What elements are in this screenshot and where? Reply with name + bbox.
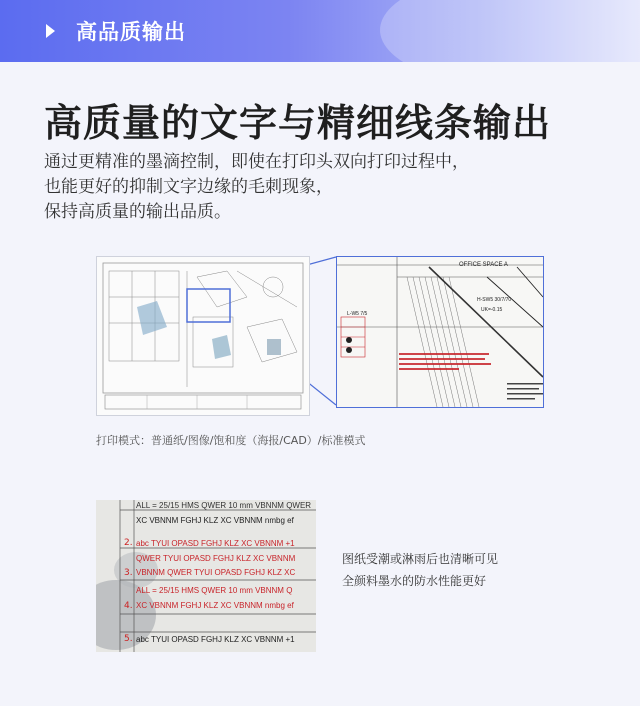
row-number: 3. [124,568,133,578]
zoom-room-label: OFFICE SPACE A [459,262,508,268]
waterproof-caption-line: 全颜料墨水的防水性能更好 [342,574,487,588]
print-text-row: abc TYUI OPASD FGHJ KLZ XC VBNNM +1 [136,635,295,644]
section-banner [0,0,640,62]
print-mode-caption: 打印模式：普通纸/图像/饱和度（海报/CAD）/标准模式 [96,434,366,447]
print-text-row: abc TYUI OPASD FGHJ KLZ XC VBNNM +1 [136,539,295,548]
chevron-right-icon [46,24,55,38]
zoom-tag: H-SW5 30/7/70 [477,297,512,303]
waterproof-caption-line: 图纸受潮或淋雨后也清晰可见 [342,552,499,566]
zoom-detail-image [337,257,543,407]
row-number: 4. [124,601,133,611]
print-text-row: QWER TYUI OPASD FGHJ KLZ XC VBNNM [136,554,296,563]
waterproof-caption [342,548,498,592]
banner-decoration [380,0,640,62]
description-line: 保持高质量的输出品质。 [44,202,231,222]
cad-zoom-detail [336,256,544,408]
description [44,150,469,225]
zoom-tag: L-W5 7/5 [347,311,368,317]
print-text-row: XC VBNNM FGHJ KLZ XC VBNNM nmbg ef [136,601,294,610]
description-line: 通过更精准的墨滴控制，即使在打印头双向打印过程中， [44,152,469,172]
row-number: 5. [124,634,133,644]
zoom-tag: UK=-0.15 [481,307,503,313]
print-text-row: ALL = 25/15 HMS QWER 10 mm VBNNM Q [136,586,293,595]
description-line: 也能更好的抑制文字边缘的毛刺现象， [44,177,333,197]
section-title: 高品质输出 [76,20,186,44]
print-text-row: ALL = 25/15 HMS QWER 10 mm VBNNM QWER [136,501,312,510]
row-number: 2. [124,538,133,548]
print-text-row: XC VBNNM FGHJ KLZ XC VBNNM nmbg ef [136,516,294,525]
page-headline: 高质量的文字与精细线条输出 [44,101,552,145]
print-text-row: VBNNM QWER TYUI OPASD FGHJ KLZ XC [136,568,296,577]
cad-drawing-sheet [96,256,310,416]
cad-drawing-image [97,257,309,415]
wet-print-photo [96,500,316,652]
